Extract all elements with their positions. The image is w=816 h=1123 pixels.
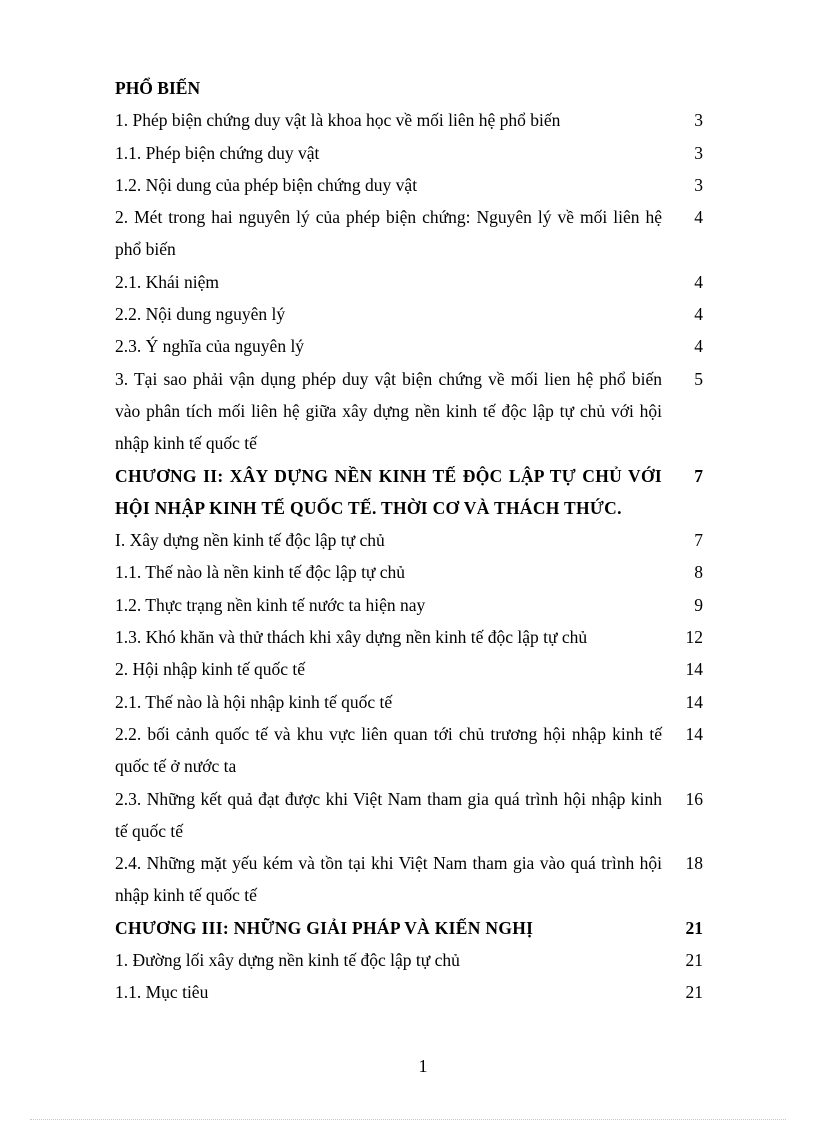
toc-entry-page: 8 <box>694 562 703 583</box>
toc-entry-page: 14 <box>685 691 703 712</box>
toc-entry-text: 1. Đường lối xây dựng nền kinh tế độc lập tự chủ <box>115 950 460 971</box>
toc-entry-text: 2. Mét trong hai nguyên lý của phép biện chứng: Nguyên lý về mối liên hệ phổ biến <box>115 207 662 260</box>
toc-entry-text: 1.1. Mục tiêu <box>115 982 209 1003</box>
toc-entry-page: 3 <box>694 110 703 131</box>
toc-entry-page: 21 <box>685 982 703 1003</box>
toc-entry-text: 2.2. Nội dung nguyên lý <box>115 304 286 325</box>
toc-entry <box>115 556 707 588</box>
toc-entry-page: 14 <box>685 723 703 744</box>
toc-entry <box>115 104 707 136</box>
toc-entry <box>115 783 707 848</box>
toc-chapter-entry <box>115 912 707 944</box>
toc-entry-text: 2.1. Thế nào là hội nhập kinh tế quốc tế <box>115 691 393 712</box>
toc-entry <box>115 266 707 298</box>
toc-entry-page: 4 <box>694 207 703 228</box>
toc-entry <box>115 137 707 169</box>
toc-entry-text: 1.3. Khó khăn và thử thách khi xây dựng nền kinh tế độc lập tự chủ <box>115 627 588 648</box>
toc-entry-page: 5 <box>694 368 703 389</box>
toc-entry-text: 1.2. Thực trạng nền kinh tế nước ta hiện nay <box>115 594 426 615</box>
toc-entry-page: 21 <box>685 917 703 938</box>
toc-entry-text: 2.3. Ý nghĩa của nguyên lý <box>115 336 305 357</box>
toc-entry-page: 3 <box>694 174 703 195</box>
table-of-contents <box>115 72 707 1009</box>
toc-entry <box>115 169 707 201</box>
toc-entry-page: 7 <box>694 465 703 486</box>
toc-entry-page: 7 <box>694 530 703 551</box>
toc-entry-text: PHỔ BIẾN <box>115 78 201 98</box>
toc-entry-page: 3 <box>694 142 703 163</box>
toc-entry-page: 16 <box>685 788 703 809</box>
toc-entry <box>115 686 707 718</box>
toc-entry-text: 2.3. Những kết quả đạt được khi Việt Nam tham gia quá trình hội nhập kinh tế quốc tế <box>115 788 662 841</box>
toc-entry-text: 2.1. Khái niệm <box>115 271 220 292</box>
toc-entry-page: 14 <box>685 659 703 680</box>
toc-entry-page: 12 <box>685 627 703 648</box>
toc-entry <box>115 524 707 556</box>
toc-entry-page: 4 <box>694 271 703 292</box>
toc-entry-text: 1.1. Thế nào là nền kinh tế độc lập tự chủ <box>115 562 406 583</box>
toc-entry-text: 3. Tại sao phải vận dụng phép duy vật biện chứng về mối lien hệ phổ biến vào phân tích mối liên hệ giữa xây dựng nền kinh tế độc lập tự chủ với hội nhập kinh tế quốc tế <box>115 368 662 454</box>
toc-entry-page: 4 <box>694 336 703 357</box>
toc-entry-text: 1. Phép biện chứng duy vật là khoa học về mối liên hệ phổ biến <box>115 110 561 131</box>
toc-entry <box>115 589 707 621</box>
toc-entry-text: 1.1. Phép biện chứng duy vật <box>115 142 320 163</box>
toc-entry-text: I. Xây dựng nền kinh tế độc lập tự chủ <box>115 530 385 551</box>
toc-entry-text: 1.2. Nội dung của phép biện chứng duy vật <box>115 174 418 195</box>
toc-entry-page: 21 <box>685 950 703 971</box>
toc-chapter-entry <box>115 460 707 525</box>
toc-entry-text: 2.4. Những mặt yếu kém và tồn tại khi Việt Nam tham gia vào quá trình hội nhập kinh tế quốc tế <box>115 853 662 906</box>
toc-entry <box>115 976 707 1008</box>
toc-entry <box>115 298 707 330</box>
toc-entry <box>115 330 707 362</box>
page-boundary-divider <box>30 1119 786 1120</box>
toc-entry <box>115 718 707 783</box>
toc-entry <box>115 847 707 912</box>
toc-entry <box>115 363 707 460</box>
toc-entry-text: CHƯƠNG III: NHỮNG GIẢI PHÁP VÀ KIẾN NGHỊ <box>115 917 534 938</box>
toc-entry-text: 2.2. bối cảnh quốc tế và khu vực liên quan tới chủ trương hội nhập kinh tế quốc tế ở nước ta <box>115 723 662 777</box>
toc-entry <box>115 653 707 685</box>
toc-entry <box>115 944 707 976</box>
toc-entry-page: 18 <box>685 853 703 874</box>
page-number: 1 <box>418 1056 428 1076</box>
toc-entry <box>115 201 707 266</box>
toc-entry-page: 4 <box>694 304 703 325</box>
toc-entry <box>115 621 707 653</box>
toc-entry-page: 9 <box>694 594 703 615</box>
toc-entry <box>115 72 707 104</box>
toc-entry-text: CHƯƠNG II: XÂY DỰNG NỀN KINH TẾ ĐỘC LẬP TỰ CHỦ VỚI HỘI NHẬP KINH TẾ QUỐC TẾ. THỜI CƠ VÀ THÁCH THỨC. <box>115 465 662 518</box>
toc-entry-text: 2. Hội nhập kinh tế quốc tế <box>115 659 306 680</box>
